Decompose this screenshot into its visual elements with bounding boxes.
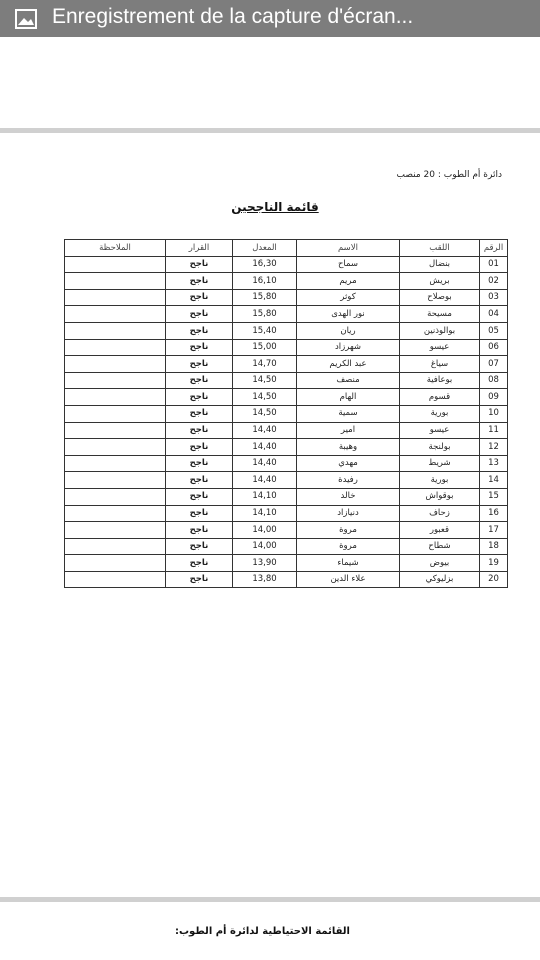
cell-name: منصف xyxy=(297,372,400,389)
document-title: قائمة الناجحين xyxy=(231,200,319,214)
cell-remark xyxy=(65,488,166,505)
cell-average: 14,40 xyxy=(233,455,297,472)
cell-average: 15,00 xyxy=(233,339,297,356)
table-body xyxy=(65,256,508,588)
header-surname: اللقب xyxy=(400,240,480,257)
cell-decision: ناجح xyxy=(166,522,233,539)
cell-number: 16 xyxy=(480,505,508,522)
cell-remark xyxy=(65,256,166,273)
cell-remark xyxy=(65,356,166,373)
cell-remark xyxy=(65,455,166,472)
cell-surname: بنضال xyxy=(400,256,480,273)
cell-surname: عيسو xyxy=(400,339,480,356)
table-row xyxy=(65,571,508,588)
cell-decision: ناجح xyxy=(166,405,233,422)
title-bar xyxy=(0,0,540,37)
cell-decision: ناجح xyxy=(166,256,233,273)
table-row xyxy=(65,256,508,273)
table-row xyxy=(65,522,508,539)
table-row xyxy=(65,488,508,505)
cell-name: وهيبة xyxy=(297,439,400,456)
cell-number: 09 xyxy=(480,389,508,406)
cell-decision: ناجح xyxy=(166,488,233,505)
cell-average: 13,90 xyxy=(233,555,297,572)
cell-remark xyxy=(65,322,166,339)
cell-decision: ناجح xyxy=(166,439,233,456)
cell-surname: قعبور xyxy=(400,522,480,539)
cell-name: سمية xyxy=(297,405,400,422)
cell-number: 01 xyxy=(480,256,508,273)
cell-decision: ناجح xyxy=(166,356,233,373)
cell-remark xyxy=(65,339,166,356)
cell-decision: ناجح xyxy=(166,472,233,489)
cell-average: 15,80 xyxy=(233,289,297,306)
cell-average: 15,80 xyxy=(233,306,297,323)
cell-surname: بورية xyxy=(400,472,480,489)
cell-name: رفيدة xyxy=(297,472,400,489)
cell-name: مروة xyxy=(297,538,400,555)
cell-name: سماح xyxy=(297,256,400,273)
cell-number: 07 xyxy=(480,356,508,373)
cell-decision: ناجح xyxy=(166,322,233,339)
cell-surname: بوقواش xyxy=(400,488,480,505)
top-divider xyxy=(0,128,540,133)
cell-decision: ناجح xyxy=(166,422,233,439)
cell-number: 05 xyxy=(480,322,508,339)
header-name: الاسم xyxy=(297,240,400,257)
cell-surname: مسيحة xyxy=(400,306,480,323)
cell-name: عبد الكريم xyxy=(297,356,400,373)
table-row xyxy=(65,356,508,373)
cell-average: 14,10 xyxy=(233,505,297,522)
cell-remark xyxy=(65,389,166,406)
cell-surname: زحاف xyxy=(400,505,480,522)
table-row xyxy=(65,372,508,389)
cell-number: 15 xyxy=(480,488,508,505)
cell-average: 15,40 xyxy=(233,322,297,339)
cell-decision: ناجح xyxy=(166,571,233,588)
cell-number: 03 xyxy=(480,289,508,306)
cell-name: علاء الدين xyxy=(297,571,400,588)
results-table xyxy=(64,239,508,588)
table-row xyxy=(65,289,508,306)
cell-remark xyxy=(65,571,166,588)
cell-remark xyxy=(65,505,166,522)
table-row xyxy=(65,455,508,472)
cell-remark xyxy=(65,472,166,489)
window-title: Enregistrement de la capture d'écran... xyxy=(52,5,414,28)
cell-number: 12 xyxy=(480,439,508,456)
cell-remark xyxy=(65,405,166,422)
cell-name: ريان xyxy=(297,322,400,339)
cell-surname: قسوم xyxy=(400,389,480,406)
cell-name: كوثر xyxy=(297,289,400,306)
cell-surname: بوصلاح xyxy=(400,289,480,306)
cell-name: دنيازاد xyxy=(297,505,400,522)
cell-average: 14,50 xyxy=(233,372,297,389)
cell-number: 11 xyxy=(480,422,508,439)
cell-number: 02 xyxy=(480,273,508,290)
cell-surname: بزليوكي xyxy=(400,571,480,588)
district-line: دائرة أم الطوب : 20 منصب xyxy=(396,170,502,180)
cell-remark xyxy=(65,306,166,323)
header-remark: الملاحظة xyxy=(65,240,166,257)
cell-surname: سياغ xyxy=(400,356,480,373)
header-number: الرقم xyxy=(480,240,508,257)
table-row xyxy=(65,322,508,339)
cell-name: امير xyxy=(297,422,400,439)
cell-remark xyxy=(65,422,166,439)
cell-remark xyxy=(65,289,166,306)
cell-decision: ناجح xyxy=(166,306,233,323)
table-row xyxy=(65,405,508,422)
cell-surname: بوعافية xyxy=(400,372,480,389)
cell-number: 08 xyxy=(480,372,508,389)
cell-surname: بيوض xyxy=(400,555,480,572)
cell-average: 14,40 xyxy=(233,472,297,489)
cell-average: 14,70 xyxy=(233,356,297,373)
cell-average: 16,10 xyxy=(233,273,297,290)
cell-name: مهدي xyxy=(297,455,400,472)
cell-average: 14,00 xyxy=(233,538,297,555)
cell-average: 14,10 xyxy=(233,488,297,505)
table-row xyxy=(65,555,508,572)
cell-remark xyxy=(65,372,166,389)
cell-name: مروة xyxy=(297,522,400,539)
cell-decision: ناجح xyxy=(166,289,233,306)
header-average: المعدل xyxy=(233,240,297,257)
cell-decision: ناجح xyxy=(166,505,233,522)
cell-number: 14 xyxy=(480,472,508,489)
table-row xyxy=(65,422,508,439)
cell-surname: بوالوذنين xyxy=(400,322,480,339)
cell-number: 13 xyxy=(480,455,508,472)
table-row xyxy=(65,389,508,406)
cell-number: 06 xyxy=(480,339,508,356)
cell-surname: بورية xyxy=(400,405,480,422)
reserve-list-title: القائمة الاحتياطية لدائرة أم الطوب: xyxy=(175,926,350,937)
cell-decision: ناجح xyxy=(166,339,233,356)
table-row xyxy=(65,273,508,290)
cell-name: شهرزاد xyxy=(297,339,400,356)
image-icon xyxy=(15,9,37,29)
cell-average: 14,40 xyxy=(233,422,297,439)
cell-decision: ناجح xyxy=(166,538,233,555)
cell-name: شيماء xyxy=(297,555,400,572)
cell-number: 17 xyxy=(480,522,508,539)
cell-name: الهام xyxy=(297,389,400,406)
cell-average: 16,30 xyxy=(233,256,297,273)
cell-name: مريم xyxy=(297,273,400,290)
cell-surname: بولنجة xyxy=(400,439,480,456)
cell-surname: بريش xyxy=(400,273,480,290)
cell-remark xyxy=(65,273,166,290)
cell-remark xyxy=(65,439,166,456)
table-row xyxy=(65,472,508,489)
cell-remark xyxy=(65,555,166,572)
cell-number: 20 xyxy=(480,571,508,588)
table-row xyxy=(65,538,508,555)
cell-surname: شريط xyxy=(400,455,480,472)
cell-number: 04 xyxy=(480,306,508,323)
cell-surname: شطاح xyxy=(400,538,480,555)
cell-number: 19 xyxy=(480,555,508,572)
cell-average: 14,40 xyxy=(233,439,297,456)
cell-name: نور الهدى xyxy=(297,306,400,323)
table-header-row xyxy=(65,240,508,257)
table-row xyxy=(65,339,508,356)
cell-name: خالد xyxy=(297,488,400,505)
cell-number: 10 xyxy=(480,405,508,422)
cell-decision: ناجح xyxy=(166,389,233,406)
table-row xyxy=(65,439,508,456)
cell-decision: ناجح xyxy=(166,555,233,572)
cell-average: 14,50 xyxy=(233,389,297,406)
cell-surname: عيسو xyxy=(400,422,480,439)
cell-remark xyxy=(65,538,166,555)
header-decision: القرار xyxy=(166,240,233,257)
cell-decision: ناجح xyxy=(166,372,233,389)
cell-number: 18 xyxy=(480,538,508,555)
cell-decision: ناجح xyxy=(166,455,233,472)
cell-average: 13,80 xyxy=(233,571,297,588)
cell-decision: ناجح xyxy=(166,273,233,290)
table-row xyxy=(65,306,508,323)
cell-remark xyxy=(65,522,166,539)
cell-average: 14,00 xyxy=(233,522,297,539)
table-row xyxy=(65,505,508,522)
cell-average: 14,50 xyxy=(233,405,297,422)
bottom-divider xyxy=(0,897,540,902)
